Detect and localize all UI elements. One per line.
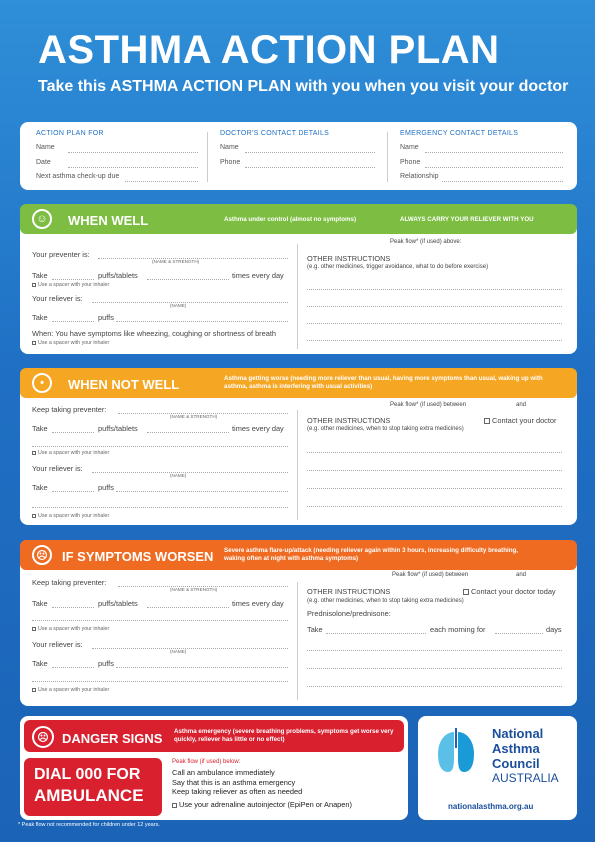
- date-label: Date: [36, 159, 51, 166]
- date-field[interactable]: [68, 167, 198, 168]
- divider: [297, 244, 298, 349]
- take-reliever-label: Take: [32, 483, 48, 492]
- logo-line-national: National: [492, 726, 544, 741]
- spacer-note-2: [32, 513, 109, 519]
- reliever-extra-line[interactable]: [32, 681, 288, 682]
- times-every-day-label: times every day: [232, 424, 284, 433]
- autoinjector-checkbox[interactable]: [172, 803, 177, 808]
- name-hint: (NAME): [170, 473, 187, 478]
- autoinjector-option: [172, 800, 352, 809]
- page-title: ASTHMA ACTION PLAN: [38, 28, 500, 72]
- doctor-name-field[interactable]: [245, 152, 375, 153]
- contact-doctor-today-text: Contact your doctor today: [471, 587, 556, 596]
- logo-card: [418, 716, 577, 820]
- spacer-text: Use a spacer with your inhaler: [38, 687, 110, 693]
- reliever-extra-field[interactable]: [116, 667, 288, 668]
- instruction-line[interactable]: [307, 506, 562, 507]
- pred-take-label: Take: [307, 625, 323, 634]
- reliever-field[interactable]: [92, 302, 288, 303]
- spacer-note: [32, 450, 109, 456]
- peak-flow-label: Peak flow* (if used) between: [392, 572, 469, 578]
- prednisolone-label: Prednisolone/prednisone:: [307, 609, 391, 618]
- footnote: * Peak flow not recommended for children under 12 years.: [18, 822, 160, 828]
- when-not-well-card: [20, 368, 577, 525]
- take-label: Take: [32, 424, 48, 433]
- puffs-tablets-label: puffs/tablets: [98, 271, 138, 280]
- reliever-label: Your reliever is:: [32, 294, 83, 303]
- spacer-text: Use a spacer with your inhaler: [38, 513, 110, 519]
- instruction-line[interactable]: [307, 650, 562, 651]
- keep-reliever-text: Keep taking reliever as often as needed: [172, 787, 303, 796]
- spacer-checkbox[interactable]: [32, 451, 36, 455]
- instruction-line[interactable]: [307, 488, 562, 489]
- take-label: Take: [32, 271, 48, 280]
- lungs-logo-icon: [434, 728, 478, 776]
- next-checkup-field[interactable]: [125, 181, 198, 182]
- emergency-contact-heading: EMERGENCY CONTACT DETAILS: [400, 130, 519, 137]
- preventer-puffs-field[interactable]: [52, 432, 94, 433]
- spacer-checkbox[interactable]: [32, 283, 36, 287]
- patient-name-field[interactable]: [68, 152, 198, 153]
- distressed-face-icon: ☹: [32, 726, 54, 748]
- name-strength-hint: (NAME & STRENGTH): [152, 259, 200, 264]
- action-plan-for-heading: ACTION PLAN FOR: [36, 130, 104, 137]
- pred-dose-field[interactable]: [326, 633, 426, 634]
- happy-face-icon: ☺: [32, 209, 52, 229]
- instruction-line[interactable]: [307, 289, 562, 290]
- danger-signs-card: [20, 716, 408, 820]
- contact-doctor-today-option: [463, 587, 556, 596]
- danger-signs-title: DANGER SIGNS: [62, 731, 163, 746]
- days-label: days: [546, 625, 562, 634]
- symptoms-worsen-note: Severe asthma flare-up/attack (needing reliever again within 3 hours, increasing difficulty breathing, waking often at night with asthma symptoms): [224, 547, 518, 562]
- relationship-field[interactable]: [442, 181, 563, 182]
- symptoms-worsen-card: [20, 540, 577, 706]
- when-not-well-title: WHEN NOT WELL: [68, 377, 180, 392]
- puffs-label: puffs: [98, 659, 114, 668]
- times-every-day-label: times every day: [232, 599, 284, 608]
- puffs-label: puffs: [98, 483, 114, 492]
- contact-doctor-today-checkbox[interactable]: [463, 589, 469, 595]
- emergency-name-field[interactable]: [425, 152, 563, 153]
- dial-000-text: DIAL 000 FOR: [34, 766, 141, 783]
- logo-line-council: Council: [492, 756, 540, 771]
- preventer-extra-line[interactable]: [32, 446, 288, 447]
- name-strength-hint: (NAME & STRENGTH): [170, 587, 218, 592]
- ambulance-text: AMBULANCE: [34, 786, 144, 805]
- sad-face-icon: ☹: [32, 545, 52, 565]
- name-hint: (NAME): [170, 649, 187, 654]
- details-card: [20, 122, 577, 190]
- puffs-tablets-label: puffs/tablets: [98, 599, 138, 608]
- doctor-name-label: Name: [220, 144, 239, 151]
- spacer-text: Use a spacer with your inhaler: [38, 340, 110, 346]
- preventer-times-field[interactable]: [147, 279, 229, 280]
- reliever-field[interactable]: [92, 648, 288, 649]
- divider: [297, 582, 298, 700]
- page-subtitle: Take this ASTHMA ACTION PLAN with you when you visit your doctor: [38, 78, 569, 95]
- spacer-text: Use a spacer with your inhaler: [38, 282, 110, 288]
- instruction-line[interactable]: [307, 668, 562, 669]
- preventer-extra-line[interactable]: [32, 620, 288, 621]
- divider: [387, 132, 388, 182]
- peak-flow-label: Peak flow* (if used) above:: [390, 239, 462, 245]
- preventer-label: Keep taking preventer:: [32, 405, 107, 414]
- instruction-line[interactable]: [307, 452, 562, 453]
- when-symptoms-text: When: You have symptoms like wheezing, coughing or shortness of breath: [32, 329, 277, 338]
- logo-line-asthma: Asthma: [492, 741, 540, 756]
- spacer-note: [32, 282, 109, 288]
- instruction-line[interactable]: [307, 306, 562, 307]
- reliever-extra-line[interactable]: [32, 507, 288, 508]
- logo-line-australia: AUSTRALIA: [492, 771, 559, 785]
- spacer-note-2: [32, 687, 109, 693]
- doctor-phone-label: Phone: [220, 159, 241, 166]
- spacer-note-2: [32, 340, 109, 346]
- other-instructions-heading: OTHER INSTRUCTIONS: [307, 587, 391, 596]
- pred-days-field[interactable]: [495, 633, 543, 634]
- peak-and-label: and: [516, 402, 527, 408]
- divider: [207, 132, 208, 182]
- when-well-card: [20, 204, 577, 354]
- peak-flow-label: Peak flow* (if used) between: [390, 402, 467, 408]
- instruction-line[interactable]: [307, 470, 562, 471]
- doctor-phone-field[interactable]: [245, 167, 375, 168]
- spacer-checkbox[interactable]: [32, 514, 36, 518]
- other-instructions-heading: OTHER INSTRUCTIONS: [307, 416, 391, 425]
- preventer-times-field[interactable]: [147, 432, 229, 433]
- danger-signs-note: Asthma emergency (severe breathing problems, symptoms get worse very quickly, reliever has little or no effect): [174, 728, 394, 743]
- say-emergency-text: Say that this is an asthma emergency: [172, 778, 296, 787]
- reliever-puffs-field[interactable]: [52, 667, 94, 668]
- other-instructions-hint: (e.g. other medicines, trigger avoidance, what to do before exercise): [307, 264, 489, 270]
- call-ambulance-text: Call an ambulance immediately: [172, 768, 275, 777]
- autoinjector-text: Use your adrenaline autoinjector (EpiPen or Anapen): [179, 800, 352, 809]
- when-well-note: Asthma under control (almost no symptoms): [224, 216, 357, 223]
- preventer-times-field[interactable]: [147, 607, 229, 608]
- preventer-puffs-field[interactable]: [52, 607, 94, 608]
- reliever-extra-field[interactable]: [116, 491, 288, 492]
- spacer-text: Use a spacer with your inhaler: [38, 626, 110, 632]
- each-morning-label: each morning for: [430, 625, 486, 634]
- take-reliever-label: Take: [32, 659, 48, 668]
- emergency-name-label: Name: [400, 144, 419, 151]
- preventer-puffs-field[interactable]: [52, 279, 94, 280]
- spacer-checkbox[interactable]: [32, 627, 36, 631]
- spacer-note: [32, 626, 109, 632]
- instruction-line[interactable]: [307, 323, 562, 324]
- times-every-day-label: times every day: [232, 271, 284, 280]
- emergency-phone-label: Phone: [400, 159, 421, 166]
- other-instructions-heading: OTHER INSTRUCTIONS: [307, 254, 391, 263]
- preventer-label: Keep taking preventer:: [32, 578, 107, 587]
- contact-doctor-checkbox[interactable]: [484, 418, 490, 424]
- next-checkup-label: Next asthma check-up due: [36, 173, 120, 180]
- instruction-line[interactable]: [307, 686, 562, 687]
- take-label: Take: [32, 599, 48, 608]
- contact-doctor-option: [484, 416, 557, 425]
- other-instructions-hint: (e.g. other medicines, when to stop taking extra medicines): [307, 426, 464, 432]
- reliever-puffs-field[interactable]: [52, 321, 94, 322]
- emergency-phone-field[interactable]: [425, 167, 563, 168]
- contact-doctor-text: Contact your doctor: [492, 416, 557, 425]
- peak-and-label: and: [516, 572, 527, 578]
- when-not-well-note: Asthma getting worse (needing more reliever than usual, having more symptoms than usual, waking up with asthma, asthma is interfering with usual activities): [224, 375, 543, 390]
- reliever-extra-field[interactable]: [116, 321, 288, 322]
- instruction-line[interactable]: [307, 340, 562, 341]
- relationship-label: Relationship: [400, 173, 439, 180]
- preventer-label: Your preventer is:: [32, 250, 90, 259]
- patient-name-label: Name: [36, 144, 55, 151]
- name-strength-hint: (NAME & STRENGTH): [170, 414, 218, 419]
- spacer-text: Use a spacer with your inhaler: [38, 450, 110, 456]
- reliever-label: Your reliever is:: [32, 640, 83, 649]
- symptoms-worsen-title: IF SYMPTOMS WORSEN: [62, 549, 214, 564]
- neutral-face-icon: •: [32, 373, 52, 393]
- puffs-tablets-label: puffs/tablets: [98, 424, 138, 433]
- danger-peak-flow-label: Peak flow (if used) below:: [172, 759, 241, 765]
- when-well-title: WHEN WELL: [68, 213, 149, 228]
- doctor-contact-heading: DOCTOR'S CONTACT DETAILS: [220, 130, 330, 137]
- other-instructions-hint: (e.g. other medicines, when to stop taking extra medicines): [307, 598, 464, 604]
- divider: [297, 410, 298, 520]
- logo-text: [492, 726, 559, 786]
- puffs-label: puffs: [98, 313, 114, 322]
- spacer-checkbox[interactable]: [32, 341, 36, 345]
- take-reliever-label: Take: [32, 313, 48, 322]
- carry-reliever-note: ALWAYS CARRY YOUR RELIEVER WITH YOU: [400, 216, 534, 223]
- spacer-checkbox[interactable]: [32, 688, 36, 692]
- reliever-label: Your reliever is:: [32, 464, 83, 473]
- reliever-field[interactable]: [92, 472, 288, 473]
- website-link[interactable]: nationalasthma.org.au: [448, 802, 534, 811]
- reliever-puffs-field[interactable]: [52, 491, 94, 492]
- name-hint: (NAME): [170, 303, 187, 308]
